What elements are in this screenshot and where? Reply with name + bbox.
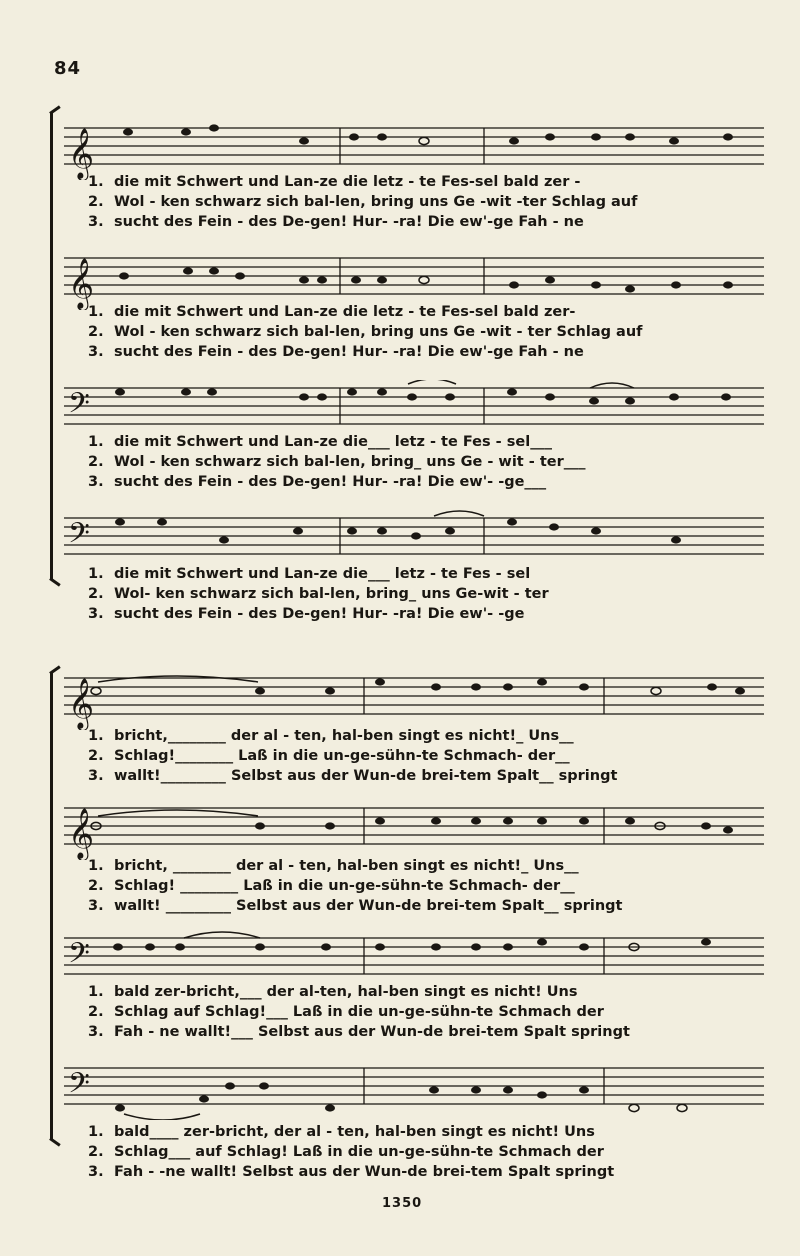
verse-text: Wol - ken schwarz sich bal-len, bring_ uns Ge - wit - ter___ [114, 454, 586, 470]
verse-text: bald zer-bricht,___ der al-ten, hal-ben singt es nicht! Uns [114, 984, 578, 1000]
verse-number: 2. [88, 454, 104, 470]
verse-text: bald____ zer-bricht, der al - ten, hal-ben singt es nicht! Uns [114, 1124, 595, 1140]
music-staff [64, 120, 764, 180]
verse-text: bricht,________ der al - ten, hal-ben singt es nicht!_ Uns__ [114, 728, 574, 744]
verse-number: 2. [88, 1004, 104, 1020]
music-staff [64, 800, 764, 860]
lyric-line [0, 1144, 800, 1164]
lyric-line [0, 566, 800, 586]
verse-number: 3. [88, 214, 104, 230]
lyric-line [0, 1124, 800, 1144]
lyric-line [0, 1024, 800, 1044]
lyric-line [0, 214, 800, 234]
lyric-line [0, 454, 800, 474]
verse-number: 3. [88, 606, 104, 622]
music-staff [64, 250, 764, 310]
verse-text: sucht des Fein - des De-gen! Hur- -ra! Die ew'- -ge___ [114, 474, 547, 490]
verse-number: 1. [88, 174, 104, 190]
verse-text: Fah - ne wallt!___ Selbst aus der Wun-de brei-tem Spalt springt [114, 1024, 630, 1040]
verse-number: 1. [88, 858, 104, 874]
footer-number: 1350 [382, 1196, 423, 1211]
svg-text:𝄞: 𝄞 [68, 678, 95, 729]
verse-text: bricht, ________ der al - ten, hal-ben singt es nicht!_ Uns__ [114, 858, 579, 874]
verse-text: Wol- ken schwarz sich bal-len, bring_ uns Ge-wit - ter [114, 586, 549, 602]
svg-text:𝄞: 𝄞 [68, 258, 95, 309]
lyric-line [0, 984, 800, 1004]
verse-text: die mit Schwert und Lan-ze die letz - te Fes-sel bald zer- [114, 304, 576, 320]
lyric-line [0, 1164, 800, 1184]
page-number: 84 [54, 58, 82, 79]
verse-number: 2. [88, 586, 104, 602]
svg-text:𝄢: 𝄢 [68, 1067, 90, 1107]
verse-number: 2. [88, 1144, 104, 1160]
svg-text:𝄢: 𝄢 [68, 387, 90, 427]
svg-text:𝄢: 𝄢 [68, 937, 90, 977]
verse-number: 1. [88, 1124, 104, 1140]
lyric-line [0, 586, 800, 606]
lyric-line [0, 194, 800, 214]
verse-text: Fah - -ne wallt! Selbst aus der Wun-de brei-tem Spalt springt [114, 1164, 615, 1180]
lyric-line [0, 1004, 800, 1024]
verse-number: 2. [88, 878, 104, 894]
verse-number: 3. [88, 768, 104, 784]
verse-number: 1. [88, 434, 104, 450]
verse-number: 3. [88, 474, 104, 490]
music-staff [64, 510, 764, 570]
music-staff [64, 670, 764, 730]
verse-text: Wol - ken schwarz sich bal-len, bring uns Ge -wit - ter Schlag auf [114, 324, 643, 340]
lyric-line [0, 344, 800, 364]
verse-number: 1. [88, 728, 104, 744]
svg-text:𝄢: 𝄢 [68, 517, 90, 557]
verse-text: sucht des Fein - des De-gen! Hur- -ra! Die ew'-ge Fah - ne [114, 214, 584, 230]
verse-text: Schlag auf Schlag!___ Laß in die un-ge-sühn-te Schmach der [114, 1004, 604, 1020]
lyric-line [0, 728, 800, 748]
music-staff [64, 1060, 764, 1120]
verse-text: die mit Schwert und Lan-ze die___ letz - te Fes - sel___ [114, 434, 552, 450]
verse-text: Wol - ken schwarz sich bal-len, bring uns Ge -wit -ter Schlag auf [114, 194, 638, 210]
verse-text: Schlag!________ Laß in die un-ge-sühn-te Schmach- der__ [114, 748, 570, 764]
lyric-line [0, 898, 800, 918]
music-staff [64, 380, 764, 440]
svg-text:𝄞: 𝄞 [68, 128, 95, 179]
verse-text: wallt! _________ Selbst aus der Wun-de brei-tem Spalt__ springt [114, 898, 623, 914]
lyric-line [0, 748, 800, 768]
verse-number: 1. [88, 984, 104, 1000]
lyric-line [0, 434, 800, 454]
lyric-line [0, 606, 800, 626]
verse-number: 1. [88, 304, 104, 320]
svg-text:𝄞: 𝄞 [68, 808, 95, 859]
lyric-line [0, 304, 800, 324]
verse-number: 3. [88, 1024, 104, 1040]
verse-text: die mit Schwert und Lan-ze die letz - te Fes-sel bald zer - [114, 174, 581, 190]
verse-number: 2. [88, 194, 104, 210]
music-staff [64, 930, 764, 990]
verse-text: sucht des Fein - des De-gen! Hur- -ra! Die ew'- -ge [114, 606, 525, 622]
verse-text: sucht des Fein - des De-gen! Hur- -ra! Die ew'-ge Fah - ne [114, 344, 584, 360]
verse-number: 2. [88, 748, 104, 764]
verse-number: 3. [88, 344, 104, 360]
verse-text: die mit Schwert und Lan-ze die___ letz - te Fes - sel [114, 566, 531, 582]
lyric-line [0, 174, 800, 194]
lyric-line [0, 878, 800, 898]
verse-number: 3. [88, 1164, 104, 1180]
lyric-line [0, 474, 800, 494]
verse-number: 3. [88, 898, 104, 914]
verse-text: Schlag___ auf Schlag! Laß in die un-ge-sühn-te Schmach der [114, 1144, 604, 1160]
lyric-line [0, 768, 800, 788]
lyric-line [0, 858, 800, 878]
verse-text: wallt!_________ Selbst aus der Wun-de brei-tem Spalt__ springt [114, 768, 618, 784]
verse-number: 1. [88, 566, 104, 582]
verse-text: Schlag! ________ Laß in die un-ge-sühn-te Schmach- der__ [114, 878, 575, 894]
lyric-line [0, 324, 800, 344]
verse-number: 2. [88, 324, 104, 340]
